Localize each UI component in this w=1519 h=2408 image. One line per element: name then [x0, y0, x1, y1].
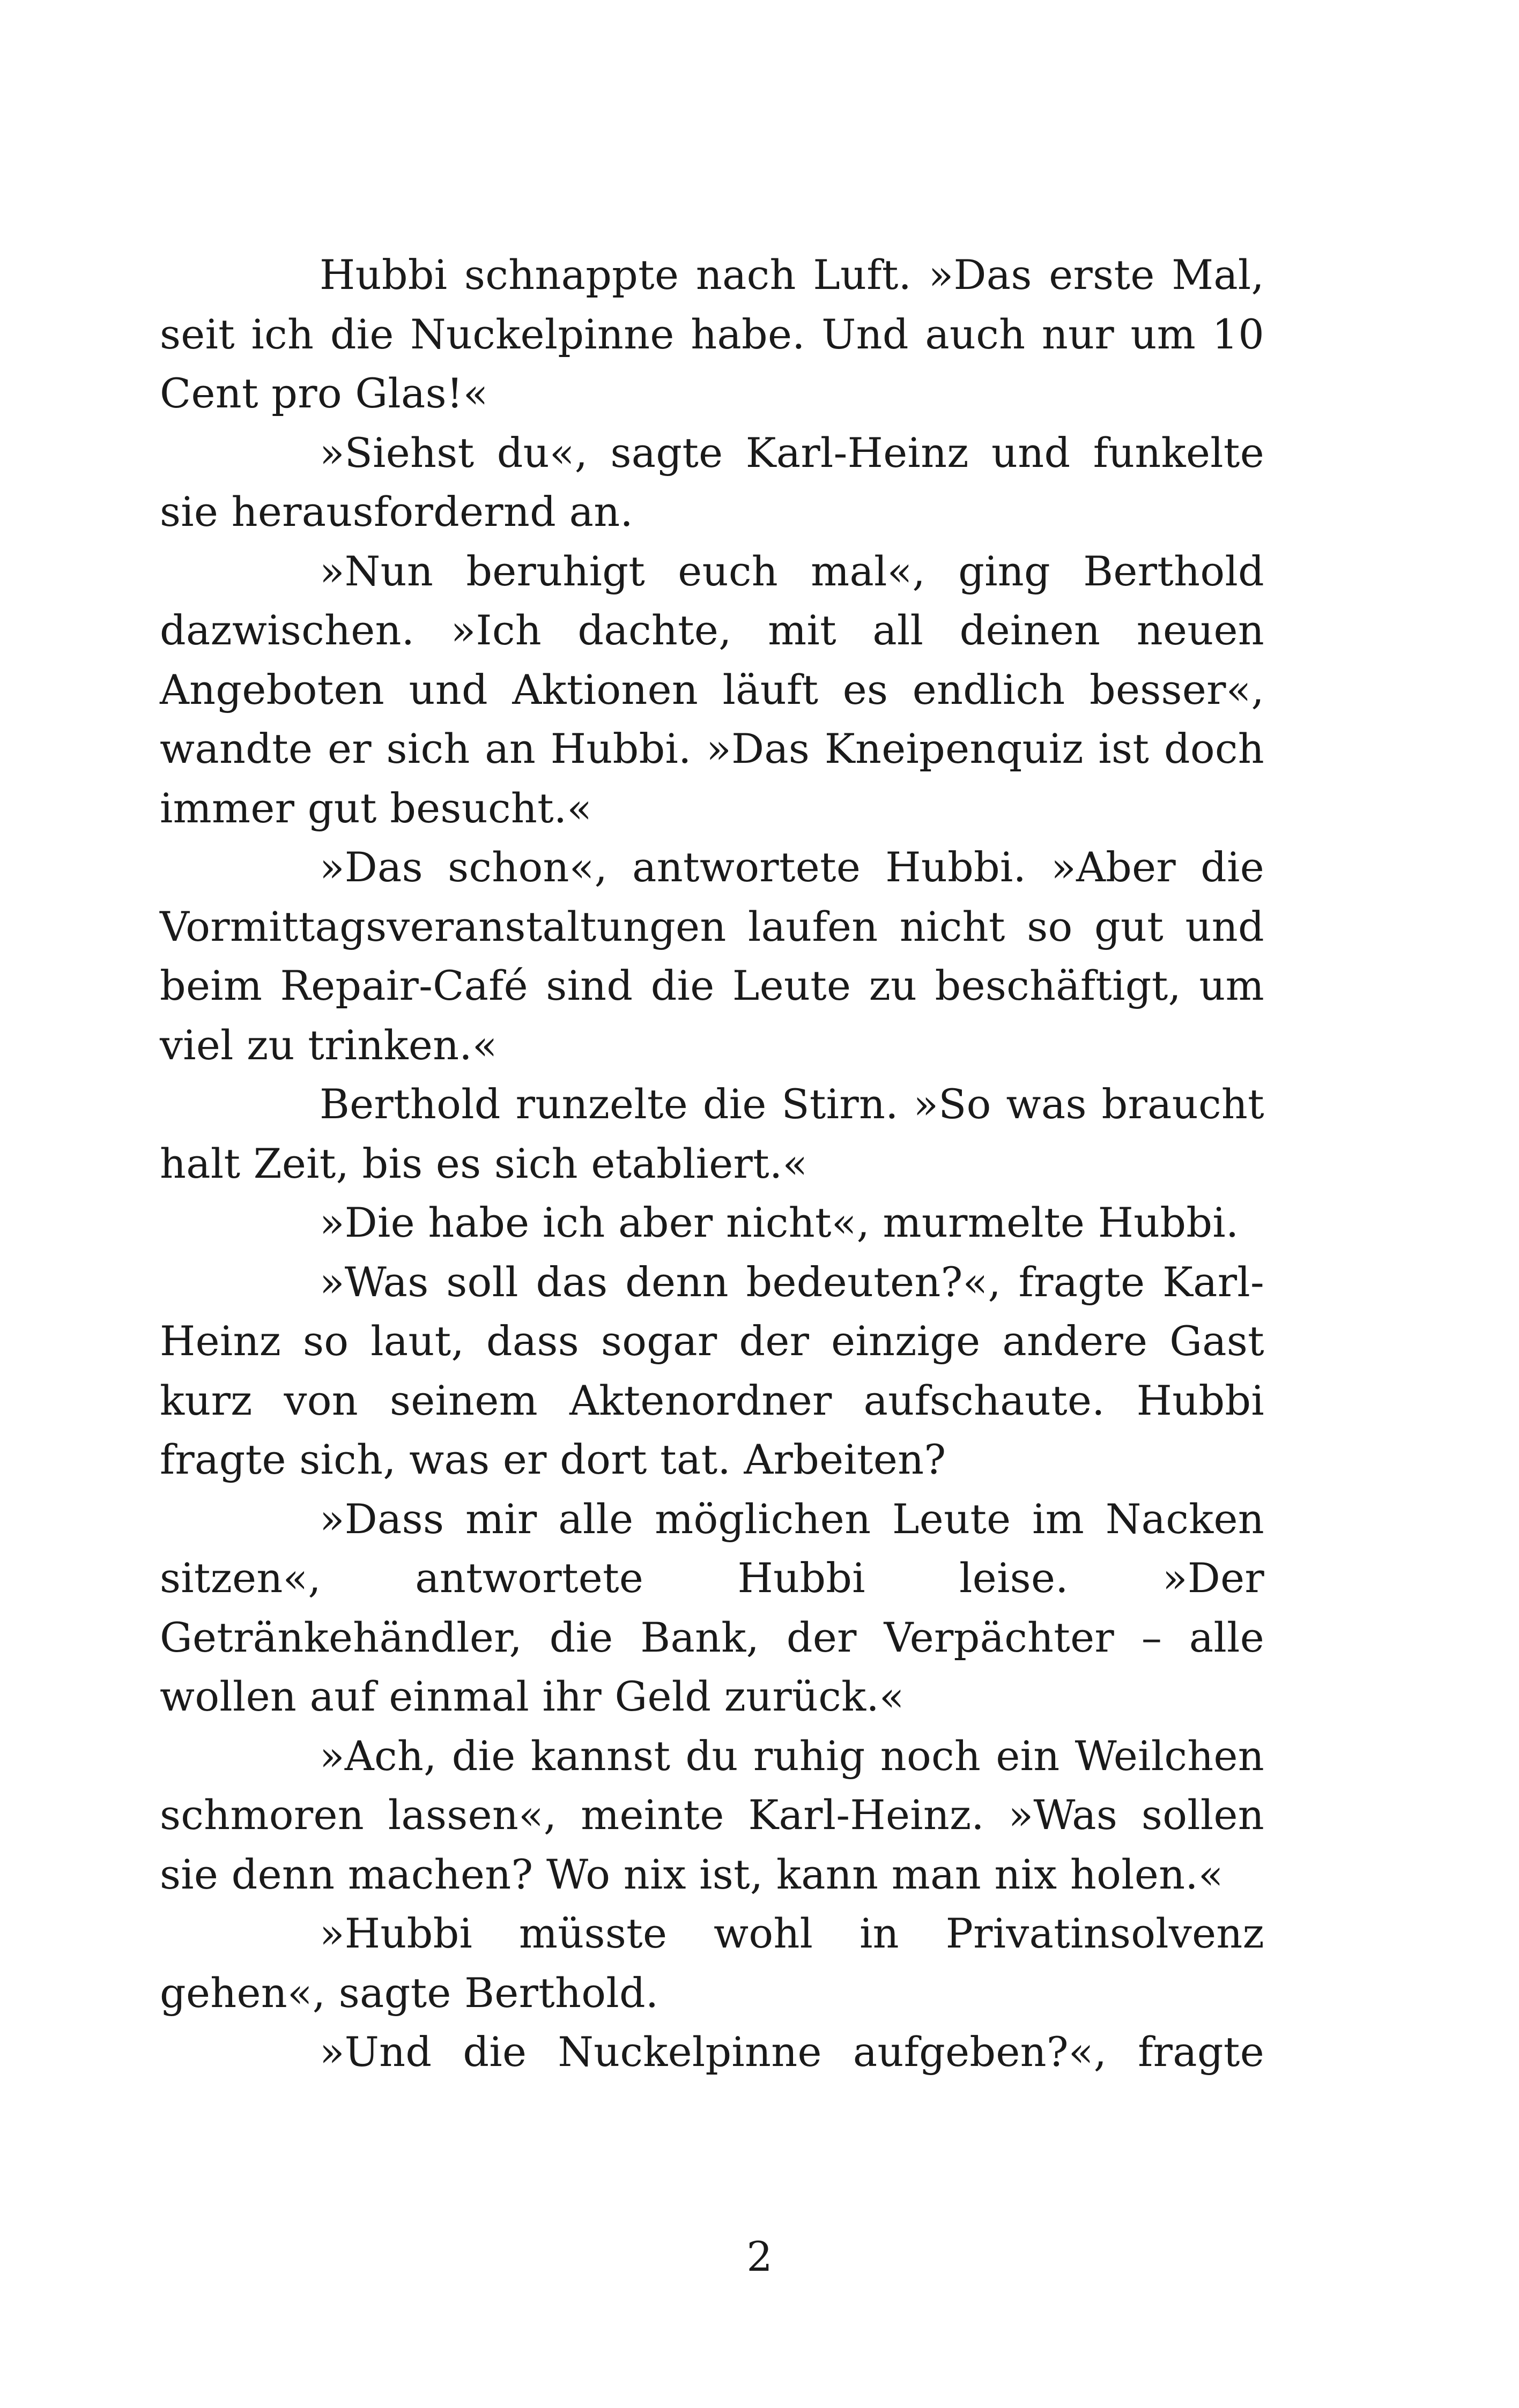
paragraph: »Dass mir alle möglichen Leute im Nacken sitzen«, antwortete Hubbi leise. »Der Getränkehändler, die Bank, der Verpächter – alle wollen auf einmal ihr Geld zurück.«: [160, 1495, 1264, 1720]
paragraph: Hubbi schnappte nach Luft. »Das erste Mal, seit ich die Nuckelpinne habe. Und auch nur um 10 Cent pro Glas!«: [160, 251, 1264, 417]
paragraph: »Hubbi müsste wohl in Privatinsolvenz gehen«, sagte Berthold.: [160, 1909, 1264, 2017]
paragraph-continued: »Und die Nuckelpinne aufgeben?«, fragte: [320, 2028, 1264, 2076]
paragraph: »Siehst du«, sagte Karl-Heinz und funkelte sie herausfordernd an.: [160, 428, 1264, 536]
paragraph: »Nun beruhigt euch mal«, ging Berthold dazwischen. »Ich dachte, mit all deinen neuen Angeboten und Aktionen läuft es endlich besser«, wandte er sich an Hubbi. »Das Kneipenquiz ist doch immer gut besucht.«: [160, 547, 1264, 832]
paragraph: »Was soll das denn bedeuten?«, fragte Karl-Heinz so laut, dass sogar der einzige andere Gast kurz von seinem Aktenordner aufschaute. Hubbi fragte sich, was er dort tat. Arbeiten?: [160, 1258, 1264, 1483]
body-text: [160, 246, 1264, 2082]
paragraph: »Ach, die kannst du ruhig noch ein Weilchen schmoren lassen«, meinte Karl-Heinz. »Was sollen sie denn machen? Wo nix ist, kann man nix holen.«: [160, 1731, 1264, 1898]
paragraph: Berthold runzelte die Stirn. »So was braucht halt Zeit, bis es sich etabliert.«: [160, 1080, 1264, 1187]
page-number: 2: [746, 2233, 773, 2280]
paragraph: »Das schon«, antwortete Hubbi. »Aber die Vormittagsveranstaltungen laufen nicht so gut und beim Repair-Café sind die Leute zu beschäftigt, um viel zu trinken.«: [160, 843, 1264, 1069]
paragraph: »Die habe ich aber nicht«, murmelte Hubbi.: [320, 1199, 1239, 1246]
